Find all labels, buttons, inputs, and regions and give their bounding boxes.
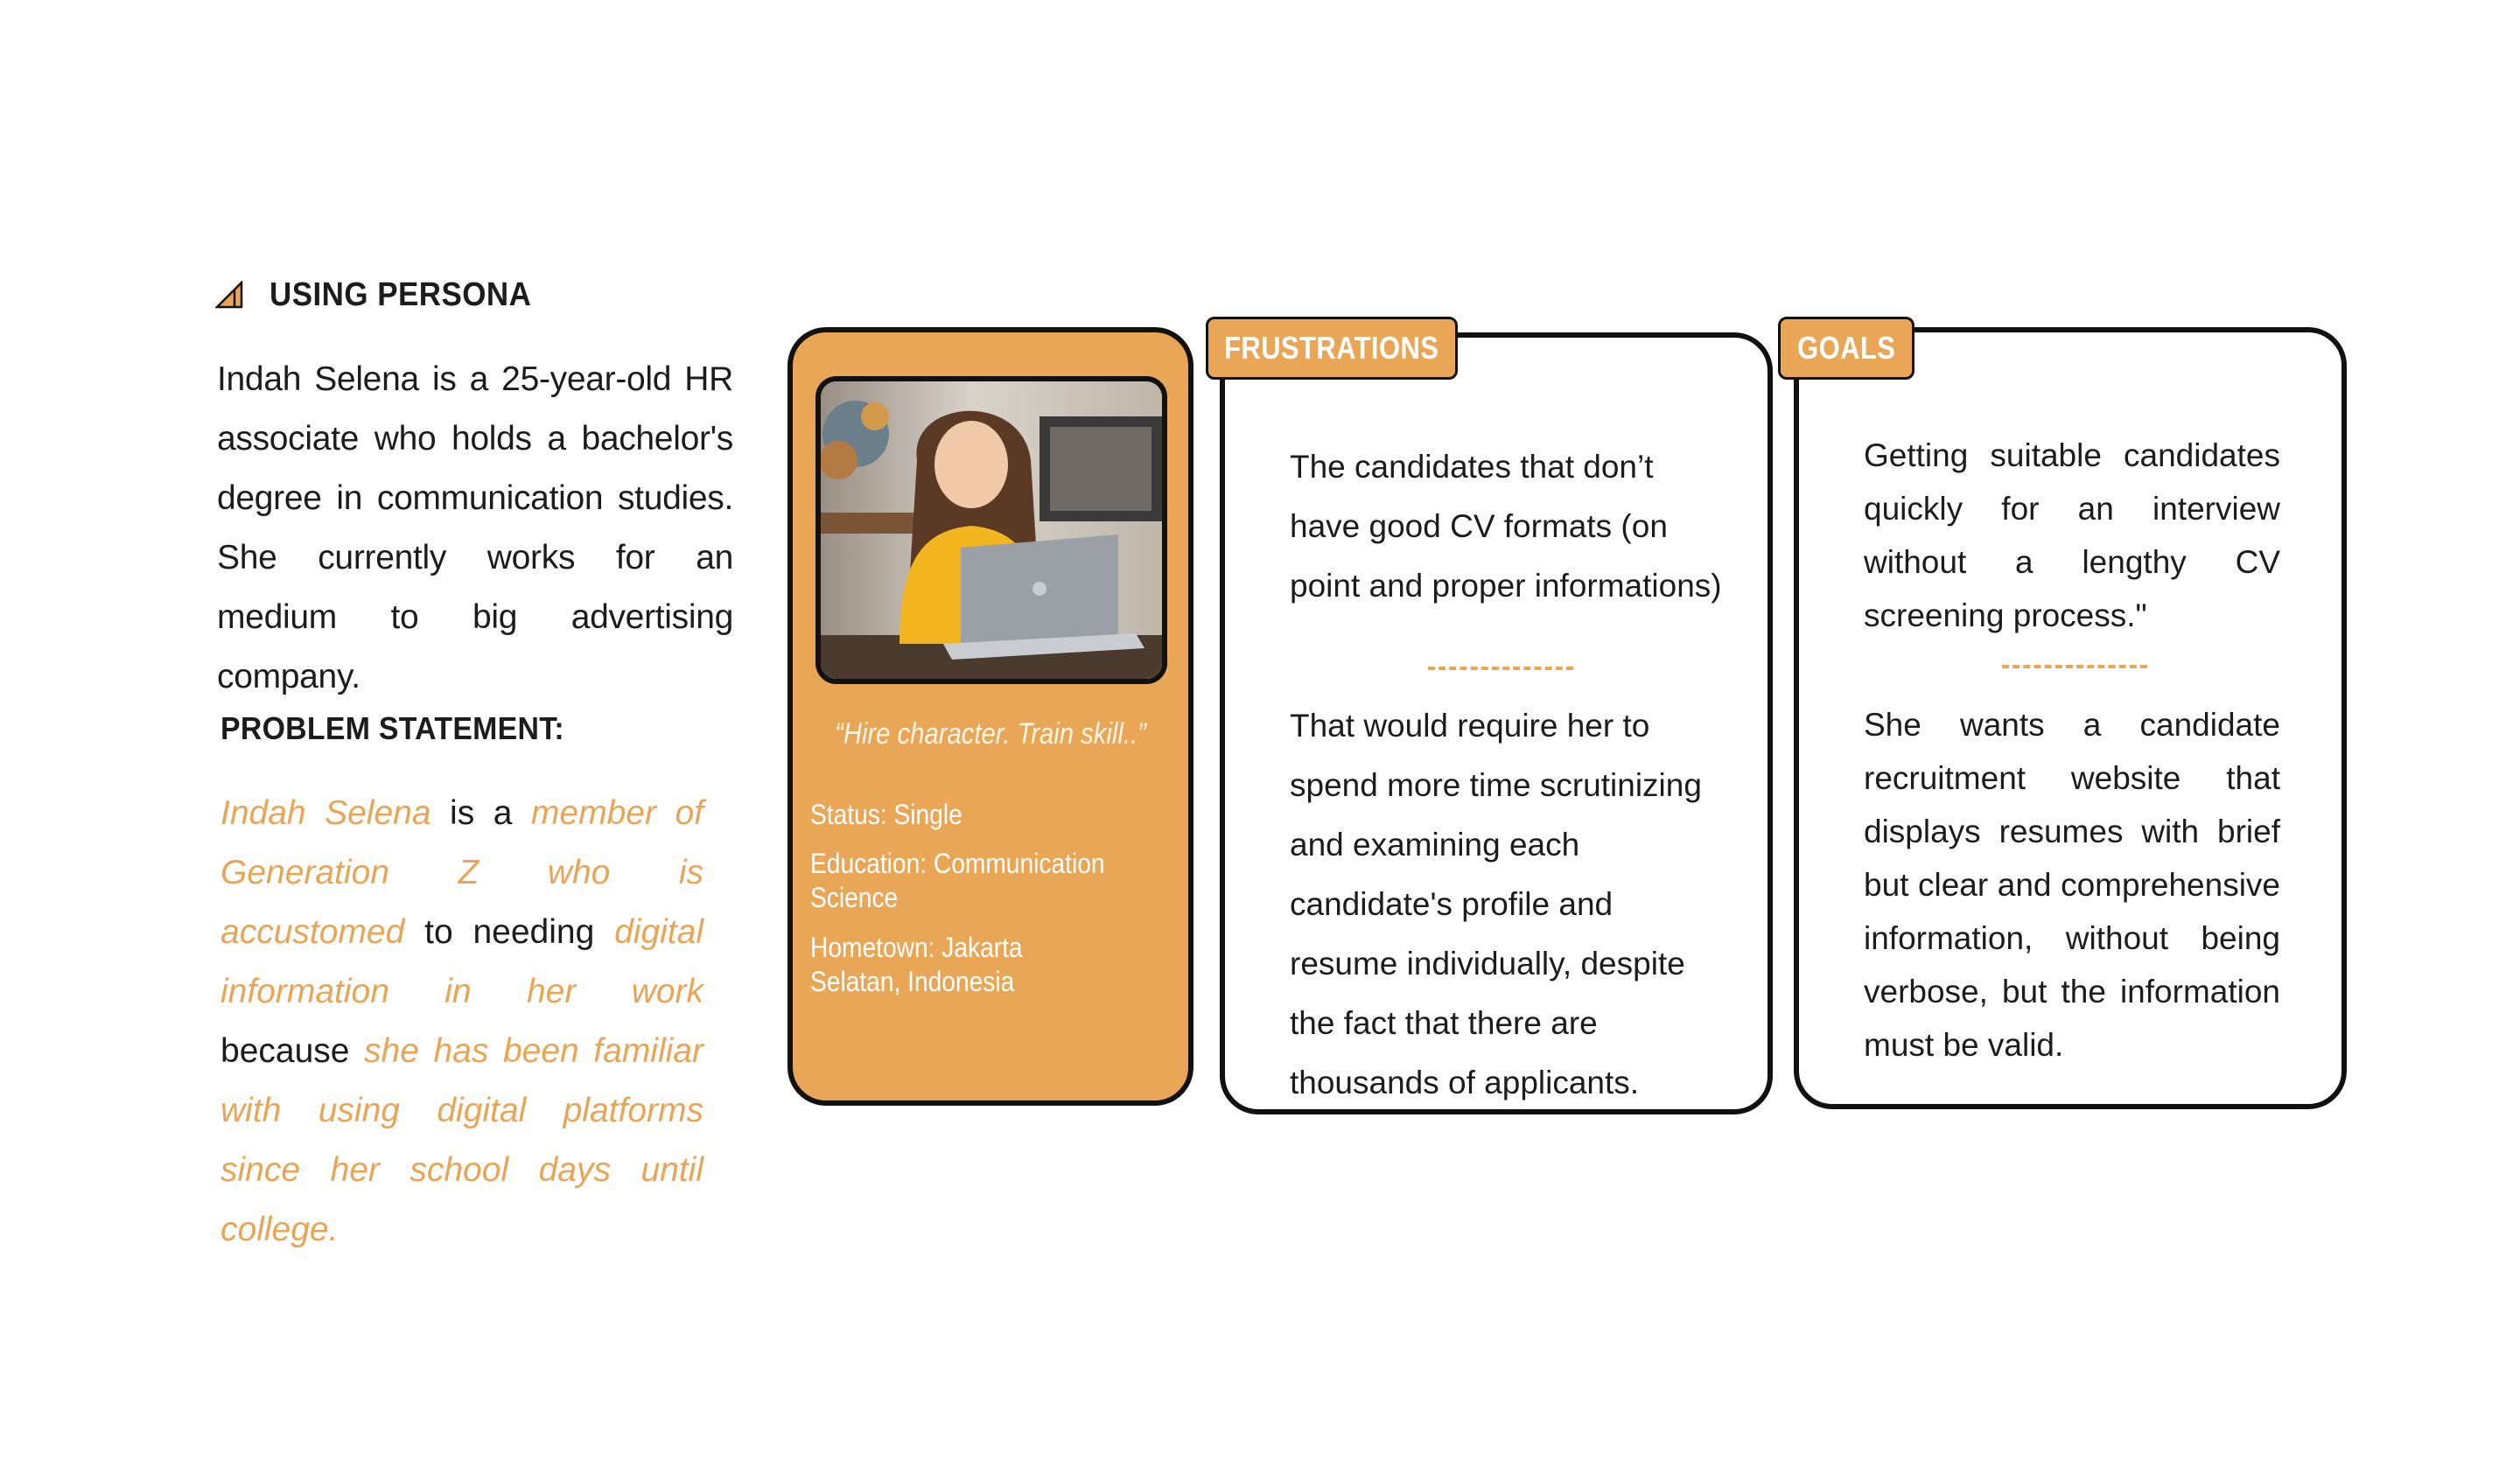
frustrations-tag: FRUSTRATIONS (1206, 317, 1458, 380)
problem-highlight: Indah Selena (220, 794, 431, 832)
persona-photo (816, 376, 1167, 684)
goals-divider (2002, 665, 2147, 668)
persona-status: Status: Single (810, 799, 962, 830)
frustrations-divider (1428, 667, 1573, 670)
frustrations-text-2: That would require her to spend more time scrutinizing and examining each candidate's profile and resume individually, despite the fact that there are thousands of applicants. (1290, 708, 1702, 1100)
frustrations-text-1: The candidates that don’t have good CV formats (on point and proper informations) (1290, 449, 1722, 604)
section-title: USING PERSONA (270, 276, 532, 313)
goals-tag: GOALS (1778, 317, 1914, 380)
problem-plain: to needing (404, 913, 615, 951)
intro-paragraph: Indah Selena is a 25-year-old HR associate who holds a bachelor's degree in communication studies. She currently works for an medium to big advertising company. (217, 360, 733, 695)
problem-plain: because (220, 1032, 365, 1070)
goals-text-2: She wants a candidate recruitment website that displays resumes with brief but clear and comprehensive information, without being verbose, but the information must be valid. (1864, 707, 2280, 1063)
goals-text-1: Getting suitable candidates quickly for an interview without a lengthy CV screening process." (1864, 437, 2280, 633)
section-header (215, 273, 554, 317)
persona-quote: “Hire character. Train skill..” (835, 717, 1146, 751)
triangle-icon (215, 281, 243, 309)
problem-statement-label: PROBLEM STATEMENT: (220, 710, 564, 746)
persona-illustration (821, 381, 1162, 679)
persona-card (788, 327, 1194, 1106)
problem-plain: is a (430, 794, 531, 832)
problem-highlight: member of Generation Z who is accustomed (220, 794, 704, 951)
goals-card (1794, 327, 2347, 1109)
problem-highlight: digital information in her work (220, 913, 704, 1010)
persona-hometown: Hometown: Jakarta Selatan, Indonesia (810, 932, 1023, 997)
problem-statement-text (220, 784, 704, 1260)
problem-highlight: she has been familiar with using digital platforms since her school days until college. (220, 1032, 704, 1248)
persona-education: Education: Communication Science (810, 848, 1105, 913)
frustrations-card (1220, 332, 1773, 1114)
